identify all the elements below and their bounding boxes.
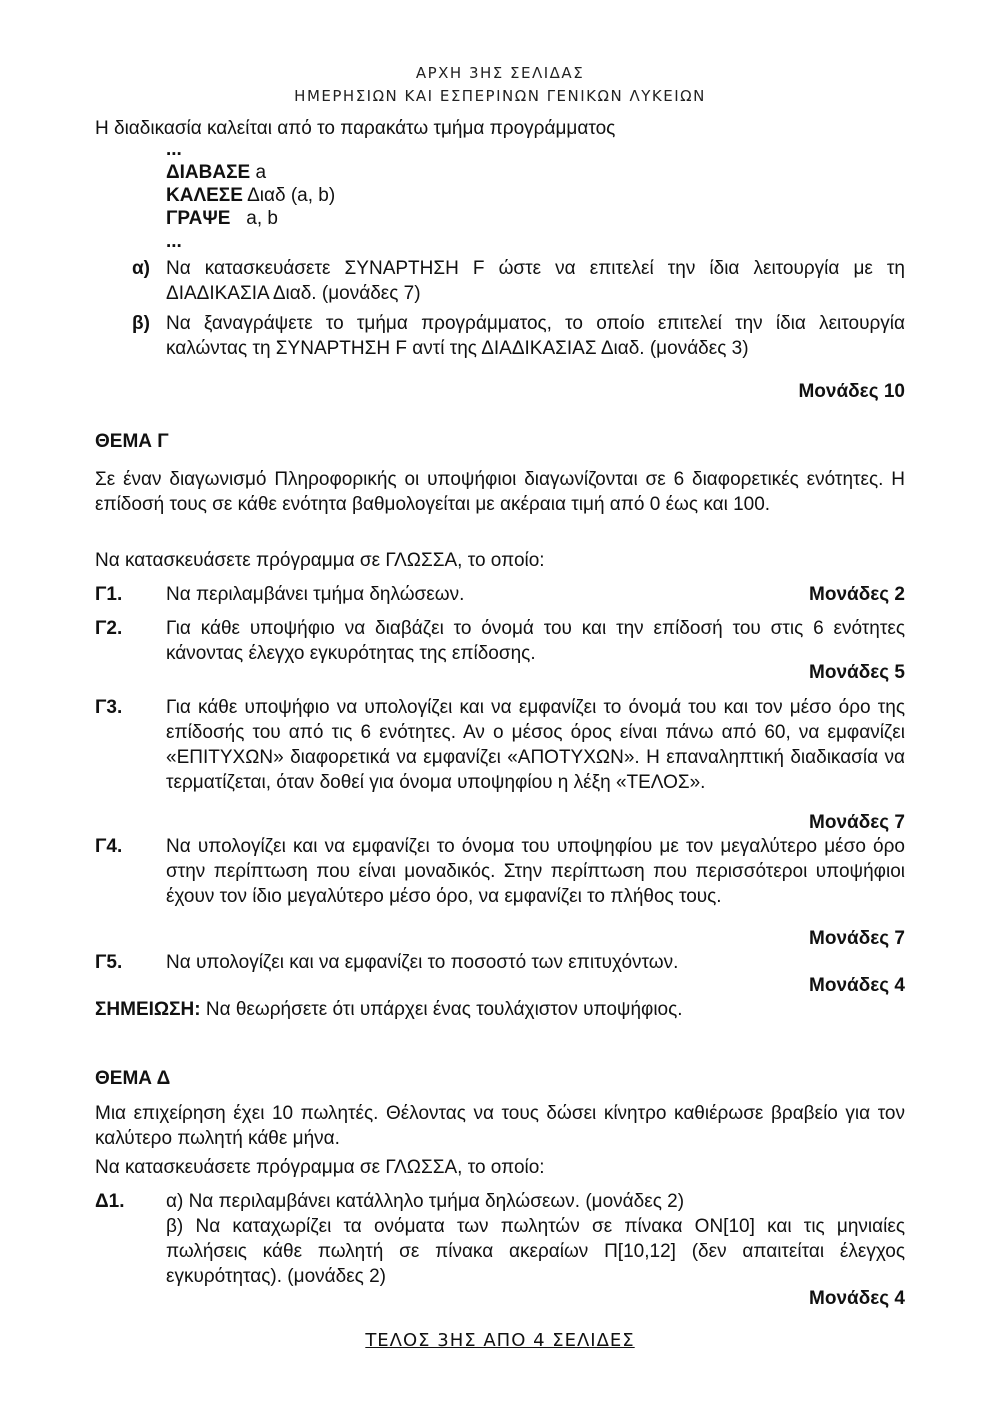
code-keyword: ΓΡΑΨΕ (166, 208, 231, 229)
subquestion-text: Να ξαναγράψετε το τμήμα προγράμματος, το οποίο επιτελεί την ίδια λειτουργία καλώντας τη ΣΥΝΑΡΤΗΣΗ F αντί της ΔΙΑΔΙΚΑΣΙΑΣ Διαδ. (μονάδες 3) (166, 313, 905, 359)
code-dots-bottom: ... (166, 231, 182, 252)
code-arg: a (250, 162, 267, 183)
question-label: Γ4. (95, 836, 123, 857)
question-label: Γ3. (95, 697, 123, 718)
subquestion-label: α) (132, 258, 151, 279)
subquestion-label: β) (132, 313, 150, 334)
marks-label: Μονάδες 2 (809, 584, 905, 605)
question-label: Γ1. (95, 584, 123, 605)
theme-c-intro: Σε έναν διαγωνισμό Πληροφορικής οι υποψήφιοι διαγωνίζονται σε 6 διαφορετικές ενότητες. Η επίδοσή τους σε κάθε ενότητα βαθμολογείται με ακέραια τιμή από 0 έως και 100. (95, 469, 905, 515)
code-keyword: ΚΑΛΕΣΕ (166, 185, 243, 206)
question-text: Για κάθε υποψήφιο να διαβάζει το όνομά του και την επίδοσή του στις 6 ενότητες κάνοντας έλεγχο εγκυρότητας της επίδοσης. (166, 618, 905, 664)
question-part: α) Να περιλαμβάνει κατάλληλο τμήμα δηλώσεων. (μονάδες 2) (166, 1191, 685, 1212)
code-line (166, 207, 278, 230)
marks-label: Μονάδες 5 (809, 662, 905, 683)
question-text: Να περιλαμβάνει τμήμα δηλώσεων. (166, 584, 465, 605)
marks-label: Μονάδες 4 (809, 1288, 905, 1309)
marks-label: Μονάδες 4 (809, 975, 905, 996)
marks-label: Μονάδες 7 (809, 928, 905, 949)
code-arg: a, b (230, 208, 278, 229)
note-text: Να θεωρήσετε ότι υπάρχει ένας τουλάχιστον υποψήφιος. (200, 999, 683, 1020)
page-header-line2: ΗΜΕΡΗΣΙΩΝ ΚΑΙ ΕΣΠΕΡΙΝΩΝ ΓΕΝΙΚΩΝ ΛΥΚΕΙΩΝ (294, 87, 706, 105)
marks-label: Μονάδες 10 (798, 381, 905, 402)
page-footer: ΤΕΛΟΣ 3ΗΣ ΑΠΟ 4 ΣΕΛΙΔΕΣ (365, 1330, 635, 1351)
question-label: Δ1. (95, 1191, 125, 1212)
theme-d-task: Να κατασκευάσετε πρόγραμμα σε ΓΛΩΣΣΑ, το οποίο: (95, 1157, 545, 1178)
question-label: Γ2. (95, 618, 123, 639)
code-line (166, 161, 266, 184)
note-label: ΣΗΜΕΙΩΣΗ: (95, 999, 201, 1020)
page-header-line1: ΑΡΧΗ 3ΗΣ ΣΕΛΙΔΑΣ (415, 64, 585, 82)
code-keyword: ΔΙΑΒΑΣΕ (166, 162, 251, 183)
code-arg: Διαδ (a, b) (242, 185, 336, 206)
section-title-theme-c: ΘΕΜΑ Γ (95, 431, 169, 452)
procedure-intro: Η διαδικασία καλείται από το παρακάτω τμήμα προγράμματος (95, 118, 616, 139)
subquestion-text: Να κατασκευάσετε ΣΥΝΑΡΤΗΣΗ F ώστε να επιτελεί την ίδια λειτουργία με τη ΔΙΑΔΙΚΑΣΙΑ Διαδ. (μονάδες 7) (166, 258, 905, 304)
note (95, 997, 683, 1022)
question-part: β) Να καταχωρίζει τα ονόματα των πωλητών σε πίνακα ΟΝ[10] και τις μηνιαίες πωλήσεις κάθε πωλητή σε πίνακα ακεραίων Π[10,12] (δεν απαιτείται έλεγχος εγκυρότητας). (μονάδες 2) (166, 1216, 905, 1287)
question-text: Να υπολογίζει και να εμφανίζει το ποσοστό των επιτυχόντων. (166, 952, 679, 973)
section-title-theme-d: ΘΕΜΑ Δ (95, 1068, 171, 1089)
code-line (166, 184, 335, 207)
theme-c-task: Να κατασκευάσετε πρόγραμμα σε ΓΛΩΣΣΑ, το οποίο: (95, 550, 545, 571)
question-text: Να υπολογίζει και να εμφανίζει το όνομα του υποψηφίου με τον μεγαλύτερο μέσο όρο στην περίπτωση που είναι μοναδικός. Στην περίπτωση που περισσότεροι υποψήφιοι έχουν τον ίδιο μεγαλύτερο μέσο όρο, να εμφανίζει το πλήθος τους. (166, 836, 905, 907)
theme-d-intro: Μια επιχείρηση έχει 10 πωλητές. Θέλοντας να τους δώσει κίνητρο καθιέρωσε βραβείο για τον καλύτερο πωλητή κάθε μήνα. (95, 1103, 905, 1149)
code-dots-top: ... (166, 139, 182, 160)
question-label: Γ5. (95, 952, 123, 973)
question-text: Για κάθε υποψήφιο να υπολογίζει και να εμφανίζει το όνομά του και τον μέσο όρο της επίδοσής του από τις 6 ενότητες. Αν ο μέσος όρος είναι πάνω από 60, να εμφανίζει «ΕΠΙΤΥΧΩΝ» διαφορετικά να εμφανίζει «ΑΠΟΤΥΧΩΝ». Η επαναληπτική διαδικασία να τερματίζεται, όταν δοθεί για όνομα υποψηφίου η λέξη «ΤΕΛΟΣ». (166, 697, 905, 793)
marks-label: Μονάδες 7 (809, 812, 905, 833)
